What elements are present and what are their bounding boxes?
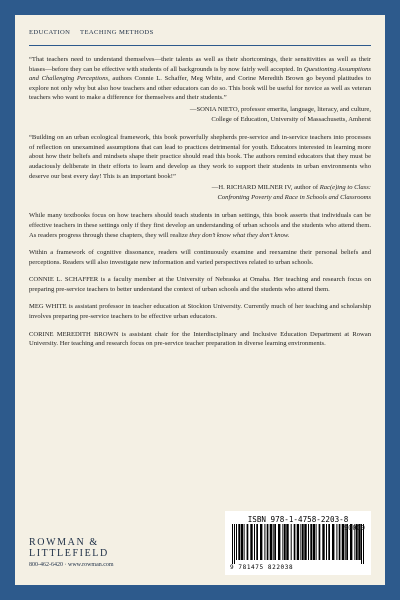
- description-emphasis: they don’t know what they don’t know.: [189, 231, 290, 239]
- barcode-bar: [316, 524, 317, 560]
- barcode-bar: [244, 524, 245, 560]
- barcode-bar: [332, 524, 334, 560]
- description-text: Within a framework of cognitive dissonance, readers will continuously examine and reexamine their personal beliefs and perceptions. Readers will also investigate new information and varied perspectives related to urban schools.: [29, 249, 371, 266]
- category-separator: [73, 29, 77, 36]
- barcode-bar: [291, 524, 292, 560]
- barcode-bar: [278, 524, 280, 560]
- description-paragraph: [29, 248, 371, 267]
- description-text: While many textbooks focus on how teachers should teach students in urban settings, this book asserts that individuals can be effective teachers in these settings only if they first develop an understanding of urban schools and the students who attend them. As readers progress through these chapters, they will realize: [29, 212, 371, 239]
- category-line: [29, 29, 371, 36]
- barcode-bar: [273, 524, 274, 560]
- endorser-title: , author of: [290, 184, 320, 192]
- barcode-bar: [282, 524, 283, 560]
- barcode-bar: [254, 524, 255, 560]
- endorsement-quote: [29, 55, 371, 103]
- barcode-bar: [264, 524, 265, 560]
- endorser-book-subtitle: Confronting Poverty and Race in Schools and Classrooms: [217, 193, 371, 201]
- author-bio-text: is assistant chair for the Interdisciplinary and Inclusive Education Department at Rowan University. Her teaching and research focus on pre-service teacher preparation in diverse learning environments.: [29, 330, 371, 348]
- isbn-label: ISBN 978-1-4758-2203-8: [247, 515, 349, 524]
- quote-text: “That teachers need to understand themselves—their talents as well as their shortcomings, their sensitivities as well as their biases—before they can be effective with students of all backgrounds is by now fairly well accepted. In: [29, 56, 371, 73]
- header-rule: [29, 45, 371, 46]
- author-name: CORINE MEREDITH BROWN: [29, 330, 119, 338]
- barcode-bar: [267, 524, 269, 560]
- endorser-name: H. RICHARD MILNER IV: [218, 184, 291, 192]
- endorser-book-title: Rac(e)ing to Class:: [319, 184, 371, 192]
- category-primary: EDUCATION: [29, 29, 71, 36]
- description-paragraph: [29, 211, 371, 240]
- barcode-bar: [274, 524, 276, 560]
- barcode-bar: [308, 524, 309, 560]
- publisher-logo: [29, 537, 114, 569]
- barcode-bar: [294, 524, 296, 560]
- barcode-bar: [322, 524, 324, 560]
- barcode-bar: [297, 524, 299, 560]
- barcode-bar: [300, 524, 301, 560]
- publisher-name-line1: ROWMAN &: [29, 537, 99, 548]
- author-bio-text: is a faculty member at the University of Nebraska at Omaha. Her teaching and research focus on preparing pre-service teachers to better understand the context of urban schools and the students who attend them.: [29, 276, 371, 293]
- category-secondary: TEACHING METHODS: [80, 29, 154, 36]
- barcode-bar: [319, 524, 321, 560]
- barcode-bar: [238, 524, 240, 560]
- barcode-bar: [328, 524, 330, 560]
- author-bio: [29, 275, 371, 294]
- barcode-bar: [236, 524, 237, 560]
- author-name: CONNIE L. SCHAFFER: [29, 276, 99, 284]
- endorsement-attribution: —H. RICHARD MILNER IV, author of Rac(e)ing to Class: Confronting Poverty and Race in Schools and Classrooms: [211, 184, 371, 201]
- barcode-bar: [336, 524, 337, 560]
- barcode-bar: [256, 524, 258, 560]
- publisher-name-line2: LITTLEFIELD: [29, 548, 109, 559]
- endorser-name: SONIA NIETO: [196, 105, 238, 113]
- barcode-bar: [241, 524, 243, 560]
- barcode-bar: [260, 524, 262, 560]
- barcode-bar: [232, 524, 233, 564]
- book-title-inline: Questioning Assumptions and Challenging Perceptions,: [29, 65, 371, 83]
- barcode-box: [225, 511, 371, 575]
- endorsement-attribution: —SONIA NIETO, professor emerita, language, literacy, and culture, College of Education, University of Massachusetts, Amherst: [189, 105, 371, 123]
- barcode-bar: [304, 524, 306, 560]
- barcode-bar: [339, 524, 341, 560]
- footer-area: [29, 515, 371, 575]
- endorser-affiliation: College of Education, University of Massachusetts, Amherst: [211, 115, 371, 123]
- author-bio: [29, 330, 371, 349]
- barcode-bar: [286, 524, 288, 560]
- quote-text: authors Connie L. Schaffer, Meg White, and Corine Meredith Brown go beyond platitudes to explore not only why but also how teachers and other educators can do so. This book will be useful for novice as well as veteran teachers who want to make a difference for themselves and their students.”: [29, 75, 371, 102]
- barcode-bar: [310, 524, 312, 560]
- barcode-bar: [247, 524, 249, 560]
- barcode-bar: [284, 524, 286, 560]
- barcode-bar: [302, 524, 304, 560]
- endorser-title: , professor emerita, language, literacy, and culture,: [237, 105, 371, 113]
- author-bio-text: is assistant professor in teacher education at Stockton University. Currently much of her teaching and scholarship involves preparing pre-service teachers to be effective urban educators.: [29, 303, 371, 321]
- barcode-bar: [270, 524, 272, 560]
- price-code: 90000: [343, 524, 365, 532]
- author-name: MEG WHITE: [29, 303, 67, 311]
- barcode-bar: [313, 524, 315, 560]
- barcode-bar: [326, 524, 327, 560]
- publisher-contact: 800-462-6420 · www.rowman.com: [29, 562, 114, 568]
- barcode-digits: 9 781475 822038: [230, 564, 294, 571]
- cover-panel: [15, 15, 385, 585]
- author-bio: [29, 302, 371, 321]
- barcode-bar: [234, 524, 235, 564]
- endorsement-quote: [29, 133, 371, 181]
- barcode-bar: [250, 524, 252, 560]
- quote-text: “Building on an urban ecological framework, this book powerfully shepherds pre-service and in-service teachers into processes of reflection on unexamined assumptions that can lead to practices detrimental for youth. Educators interested in learning more about how their beliefs and mindsets shape their practice should read this book. The authors remind educators that they must be audaciously deliberate in their efforts to learn and develop as they work to support their students in urban environments who deserve our best every day! This is an important book!”: [29, 134, 371, 180]
